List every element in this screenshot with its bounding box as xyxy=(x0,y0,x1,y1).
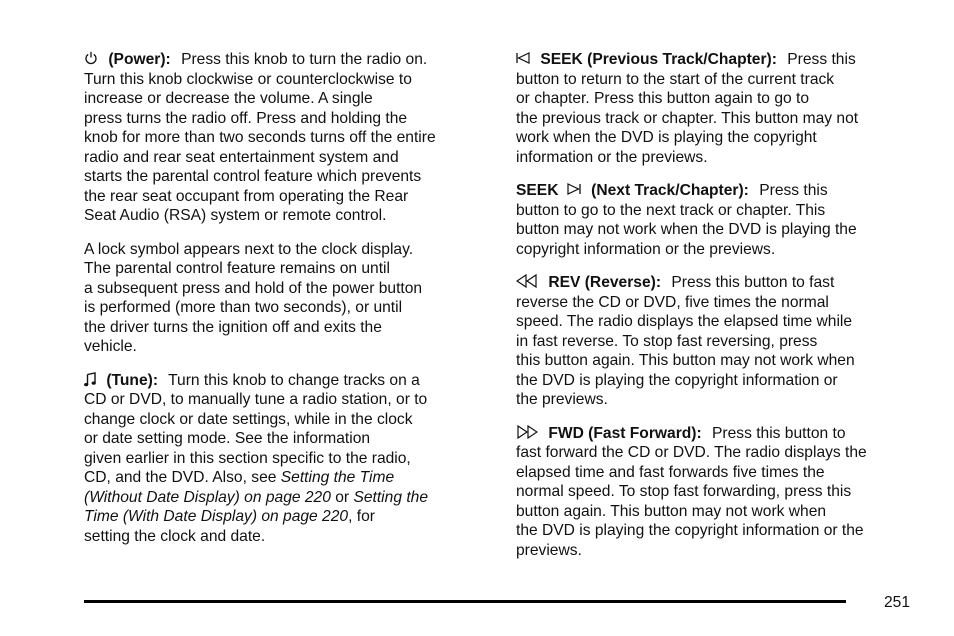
cross-reference-link[interactable]: (Without Date Display) on page 220 xyxy=(84,488,331,506)
text-line: the DVD is playing the copyright information or xyxy=(516,371,838,389)
fast-forward-label: FWD (Fast Forward): xyxy=(548,424,702,442)
power-paragraph xyxy=(84,50,494,226)
lock-paragraph xyxy=(84,240,494,357)
text-line: a subsequent press and hold of the power button xyxy=(84,279,423,297)
text-line: radio and rear seat entertainment system and xyxy=(84,148,399,166)
left-column xyxy=(84,50,494,560)
fast-forward-icon xyxy=(516,424,538,444)
seek-previous-label: SEEK (Previous Track/Chapter): xyxy=(540,51,777,68)
text-line: Press this knob to turn the radio on. xyxy=(181,51,428,68)
text-line: button may not work when the DVD is playing the xyxy=(516,221,857,238)
cross-reference-link[interactable]: Setting the Time xyxy=(280,469,395,486)
text-line: increase or decrease the volume. A single xyxy=(84,90,373,107)
power-label: (Power): xyxy=(108,51,171,68)
text-line: in fast reverse. To stop fast reversing, press xyxy=(516,332,818,350)
text-line: normal speed. To stop fast forwarding, press this xyxy=(516,483,852,500)
text-line: vehicle. xyxy=(84,338,137,355)
text-line: is performed (more than two seconds), or until xyxy=(84,299,403,316)
fast-forward-paragraph xyxy=(516,424,926,561)
text-line: this button again. This button may not work when xyxy=(516,352,855,369)
seek-label: SEEK xyxy=(516,182,559,199)
reverse-label: REV (Reverse): xyxy=(548,274,662,291)
seek-previous-icon xyxy=(516,50,530,70)
text-line: CD, and the DVD. Also, see xyxy=(84,469,281,486)
text-line: setting the clock and date. xyxy=(84,527,266,545)
text-line: or date setting mode. See the information xyxy=(84,430,371,447)
text-line: the previous track or chapter. This button may not xyxy=(516,109,859,127)
text-line: fast forward the CD or DVD. The radio displays the xyxy=(516,444,867,461)
text-line: elapsed time and fast forwards five times the xyxy=(516,463,825,481)
text-line: reverse the CD or DVD, five times the normal xyxy=(516,293,829,311)
text-line: given earlier in this section specific to the radio, xyxy=(84,449,411,467)
footer-rule xyxy=(84,600,846,603)
text-line: or chapter. Press this button again to go to xyxy=(516,90,809,107)
cross-reference-link[interactable]: Setting the xyxy=(353,488,428,506)
text-line: the rear seat occupant from operating the Rear xyxy=(84,187,409,205)
text-line: the previews. xyxy=(516,391,608,408)
text-line: button to return to the start of the current track xyxy=(516,70,835,88)
text-line: press turns the radio off. Press and holding the xyxy=(84,109,408,127)
text-line: button to go to the next track or chapter. This xyxy=(516,201,826,219)
text-line: , for xyxy=(348,508,375,525)
rewind-icon xyxy=(516,273,538,293)
seek-next-label: (Next Track/Chapter): xyxy=(591,182,749,199)
reverse-paragraph xyxy=(516,273,926,410)
power-icon xyxy=(84,50,98,70)
text-line: Press this xyxy=(787,51,856,68)
text-line: A lock symbol appears next to the clock display. xyxy=(84,240,414,258)
text-line: the DVD is playing the copyright information or the xyxy=(516,522,864,539)
text-line: previews. xyxy=(516,541,582,559)
text-line: change clock or date settings, while in the clock xyxy=(84,410,413,428)
text-line: starts the parental control feature which prevents xyxy=(84,168,422,185)
text-line: Turn this knob clockwise or counterclockwise to xyxy=(84,70,412,88)
text-line: Press this button to xyxy=(712,424,846,442)
seek-next-paragraph xyxy=(516,181,926,259)
seek-next-icon xyxy=(567,181,581,201)
text-line: Press this xyxy=(759,182,828,199)
text-line: work when the DVD is playing the copyright xyxy=(516,129,817,146)
text-line: speed. The radio displays the elapsed time while xyxy=(516,313,853,330)
text-line: CD or DVD, to manually tune a radio station, or to xyxy=(84,391,428,408)
text-line: the driver turns the ignition off and exits the xyxy=(84,318,382,336)
cross-reference-link[interactable]: Time (With Date Display) on page 220 xyxy=(84,508,349,525)
tune-label: (Tune): xyxy=(106,371,159,389)
right-column xyxy=(516,50,926,574)
seek-previous-paragraph xyxy=(516,50,926,167)
text-line: Seat Audio (RSA) system or remote control. xyxy=(84,207,387,224)
text-line: Turn this knob to change tracks on a xyxy=(168,371,420,389)
text-line: Press this button to fast xyxy=(671,274,835,291)
music-note-icon xyxy=(84,371,96,391)
text-line: or xyxy=(330,488,354,506)
page-number: 251 xyxy=(884,594,911,611)
text-line: copyright information or the previews. xyxy=(516,240,776,258)
text-line: The parental control feature remains on until xyxy=(84,260,390,277)
text-line: button again. This button may not work when xyxy=(516,502,827,520)
tune-paragraph xyxy=(84,371,494,547)
text-line: knob for more than two seconds turns off the entire xyxy=(84,129,436,146)
text-line: information or the previews. xyxy=(516,148,708,166)
